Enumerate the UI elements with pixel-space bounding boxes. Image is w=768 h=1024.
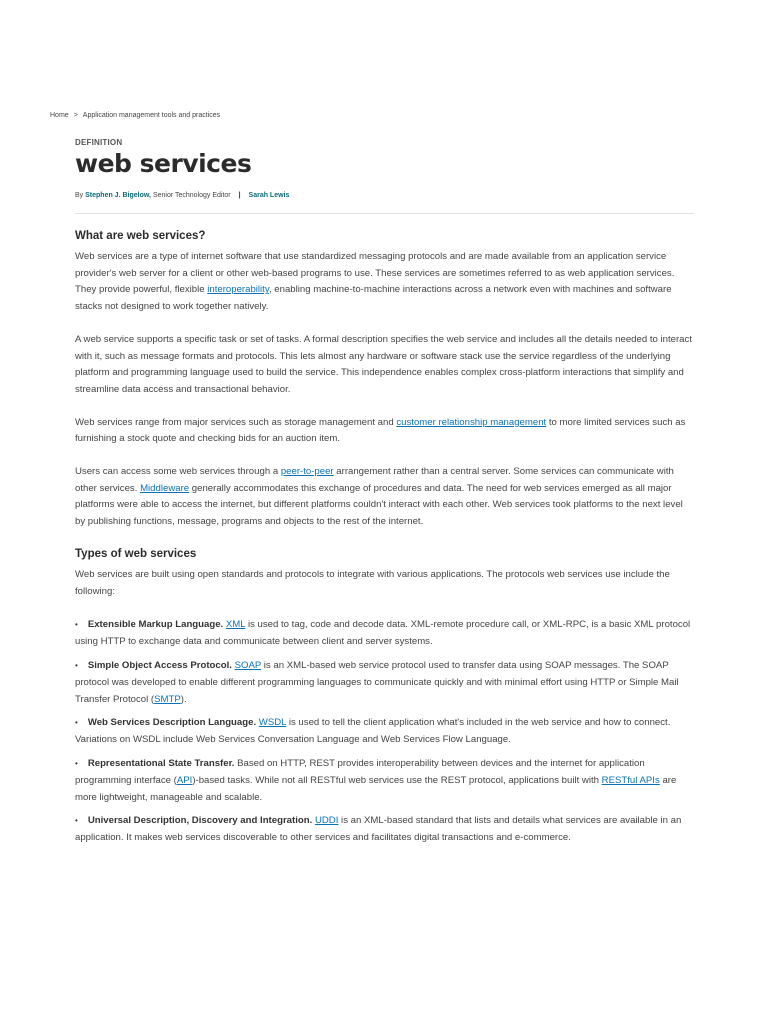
link-uddi[interactable]: UDDI xyxy=(314,815,339,827)
text: is an XML-based web service protocol used to transfer data using SOAP messages. The SOAP protocol was developed to enable different programming languages to communicate quickly and with minimal effort using HTTP or Simple Mail Transfer Protocol ( xyxy=(75,659,679,706)
link-smtp[interactable]: SMTP xyxy=(154,694,181,706)
text: )-based tasks. While not all RESTful web services use the REST protocol, applications built with xyxy=(192,774,602,786)
term: Simple Object Access Protocol. xyxy=(87,659,232,671)
byline xyxy=(75,191,694,201)
definition-label: DEFINITION xyxy=(75,138,123,147)
paragraph-task: A web service supports a specific task or set of tasks. A formal description specifies the web service and includes all the details needed to interact with it, such as message formats and protocols. This lets almost any hardware or software stack use the service regardless of the underlying platform and programming language used to build the service. This independence enables complex cross-platform interactions that simplify and streamline data access and transactional behavior. xyxy=(75,333,692,395)
breadcrumb-separator: > xyxy=(73,112,78,119)
paragraph-range xyxy=(75,415,694,448)
author-link-bigelow[interactable]: Stephen J. Bigelow, xyxy=(85,192,151,199)
author-link-lewis[interactable]: Sarah Lewis xyxy=(248,192,290,199)
breadcrumb-current-link[interactable]: Application management tools and practices xyxy=(82,112,221,119)
bullet-icon: • xyxy=(75,816,78,826)
text: is used to tell the client application what's included in the web service and how to connect. Variations on WSDL include Web Services Conversation Language and Web Services Flow Language. xyxy=(75,717,671,746)
link-peer-to-peer[interactable]: peer-to-peer xyxy=(280,466,334,478)
breadcrumb xyxy=(50,112,220,119)
link-crm[interactable]: customer relationship management xyxy=(396,416,547,428)
list-item xyxy=(75,714,694,748)
text: generally accommodates this exchange of procedures and data. The need for web services emerged as all major platforms were able to access the internet, but different platforms couldn't interact with each other. Web services took platforms to the next level by publishing functions, message, programs and objects to the rest of the internet. xyxy=(75,482,683,528)
link-wsdl[interactable]: WSDL xyxy=(258,717,287,729)
page-title: web services xyxy=(75,149,252,178)
section-heading-what-are: What are web services? xyxy=(75,230,206,242)
section-heading-types: Types of web services xyxy=(75,547,197,560)
bullet-icon: • xyxy=(75,758,78,768)
text: is used to tag, code and decode data. XML-remote procedure call, or XML-RPC, is a basic XML protocol using HTTP to exchange data and communicate between client and server systems. xyxy=(75,619,691,648)
text: are more lightweight, manageable and scalable. xyxy=(75,774,677,804)
term: Extensible Markup Language. xyxy=(87,619,224,631)
article xyxy=(75,138,694,853)
link-api[interactable]: API xyxy=(176,774,193,786)
term: Representational State Transfer. xyxy=(87,757,235,769)
term: Web Services Description Language. xyxy=(87,717,257,729)
paragraph-intro xyxy=(75,249,694,316)
text: Users can access some web services through a xyxy=(75,466,281,478)
text: is an XML-based standard that lists and details what services are available in an application. It makes web services discoverable to other services and facilitates digital transactions and e-commerce. xyxy=(75,815,682,844)
list-item xyxy=(75,812,694,846)
bullet-icon: • xyxy=(75,718,78,728)
bullet-icon: • xyxy=(75,660,78,670)
author-role: Senior Technology Editor xyxy=(151,192,231,199)
text: , enabling machine-to-machine interactions across a network even with machines and software stacks not designed to work together natively. xyxy=(75,284,672,313)
header-divider xyxy=(75,213,694,214)
link-interoperability[interactable]: interoperability xyxy=(207,284,269,296)
protocol-list xyxy=(75,616,694,846)
paragraph-access xyxy=(75,464,694,531)
text: arrangement rather than a central server. Some services can communicate with other services. xyxy=(75,466,674,494)
bullet-icon: • xyxy=(75,620,78,630)
link-middleware[interactable]: Middleware xyxy=(140,482,190,494)
breadcrumb-home-link[interactable]: Home xyxy=(50,112,69,119)
link-restful-apis[interactable]: RESTful APIs xyxy=(601,774,660,786)
text: to more limited services such as furnishing a stock quote and checking bids for an auction item. xyxy=(75,416,686,445)
list-item xyxy=(75,755,694,807)
byline-divider: | xyxy=(238,192,241,199)
text: Web services range from major services such as storage management and xyxy=(75,416,397,428)
term: Universal Description, Discovery and Integration. xyxy=(87,815,313,827)
text: ). xyxy=(180,694,187,706)
text: Based on HTTP, REST provides interoperability between devices and the internet for application programming interface ( xyxy=(75,757,645,786)
link-xml[interactable]: XML xyxy=(225,619,246,631)
list-item xyxy=(75,616,694,650)
link-soap[interactable]: SOAP xyxy=(234,659,262,671)
text: Web services are a type of internet software that use standardized messaging protocols and are made available from an application service provider's web server for a client or other web-based programs to use. These services are sometimes referred to as web application services. They provide powerful, flexible xyxy=(75,251,675,296)
list-item xyxy=(75,657,694,709)
paragraph-types-intro: Web services are built using open standards and protocols to integrate with various applications. The protocols web services use include the following: xyxy=(75,568,670,597)
byline-prefix: By xyxy=(75,192,84,199)
